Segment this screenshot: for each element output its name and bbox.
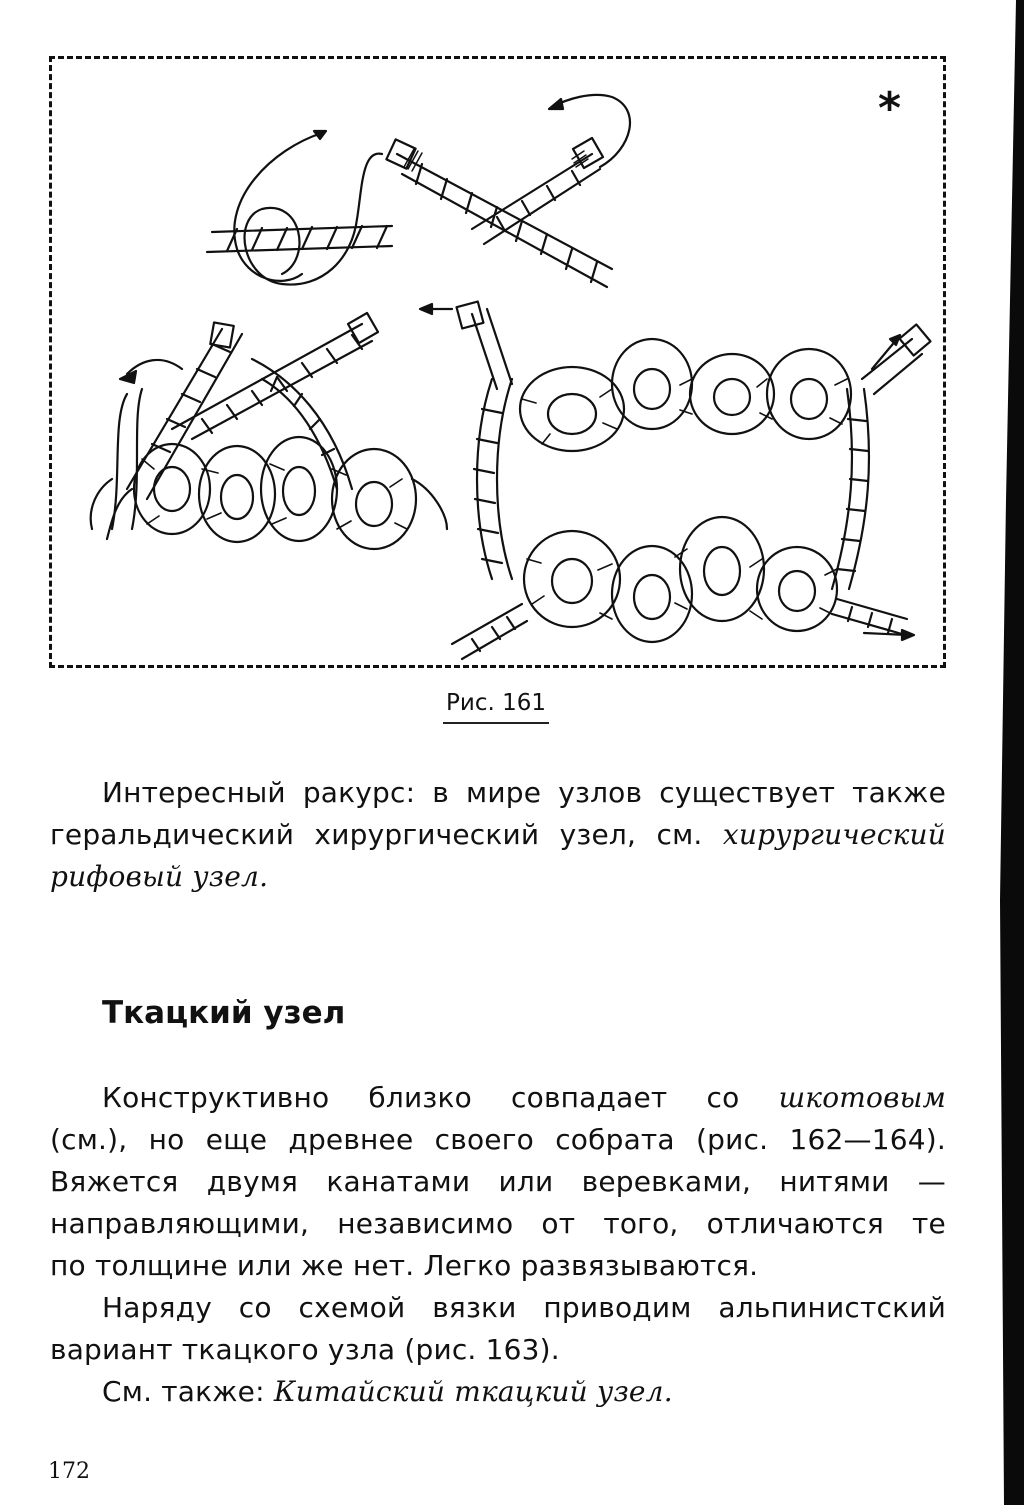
bottom-left-knot	[91, 313, 447, 549]
para2-line-2: вариант ткацкого узла (рис. 163).	[50, 1333, 560, 1366]
section-paragraph-2	[50, 1287, 946, 1413]
intro-paragraph	[50, 772, 946, 898]
see-also-label: См. также:	[102, 1375, 265, 1408]
para1-line-3: Вяжется двумя канатами или веревками, нитями —	[50, 1165, 946, 1198]
knot-illustration	[52, 59, 949, 671]
see-also-link[interactable]: Китайский ткацкий узел.	[273, 1375, 673, 1408]
para1-line-5: по толщине или же нет. Легко развязываются.	[50, 1249, 759, 1282]
intro-line-1: Интересный ракурс: в мире узлов существует также	[102, 776, 946, 809]
cross-reference-shkotovym[interactable]: шкотовым	[778, 1081, 946, 1114]
figure-161-frame	[49, 56, 946, 668]
para1-line-4: направляющими, независимо от того, отличаются те	[50, 1207, 946, 1240]
section-title: Ткацкий узел	[102, 995, 346, 1031]
scanned-page-edge	[988, 0, 1024, 1505]
cross-reference-link-cont[interactable]: рифовый узел.	[50, 860, 269, 893]
bottom-right-knot	[420, 302, 930, 659]
intro-line-2: геральдический хирургический узел, см. хирургический	[50, 818, 946, 851]
figure-caption: Рис. 161	[443, 690, 549, 724]
see-also-line	[50, 1371, 946, 1413]
asterisk-marker: *	[878, 83, 902, 134]
para1-line-2: (см.), но еще древнее своего собрата (рис. 162—164).	[50, 1123, 946, 1156]
para2-line-1: Наряду со схемой вязки приводим альпинистский	[102, 1291, 946, 1324]
page-number: 172	[48, 1459, 90, 1484]
section-paragraph-1	[50, 1077, 946, 1287]
para1-line-1: Конструктивно близко совпадает со шкотовым	[102, 1081, 946, 1114]
cross-reference-link[interactable]: хирургический	[722, 818, 946, 851]
intro-line-3	[50, 856, 946, 898]
top-knot-step	[207, 95, 630, 287]
